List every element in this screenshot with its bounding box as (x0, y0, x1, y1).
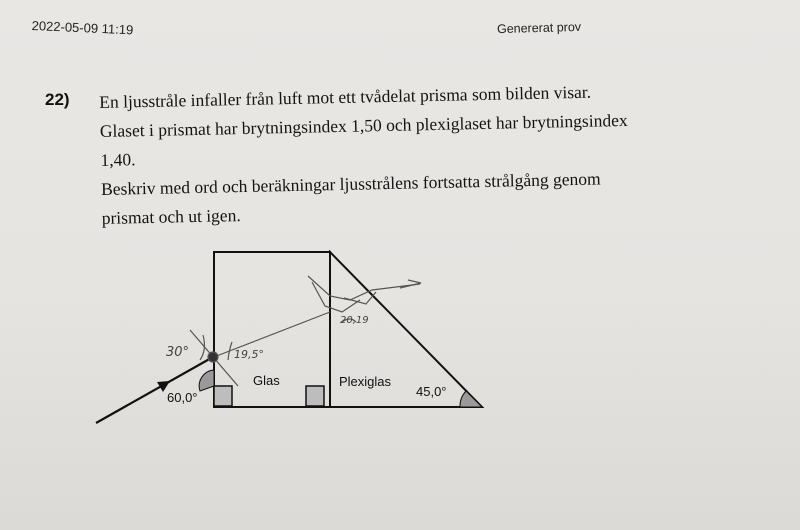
angle-label-right: 45,0° (416, 384, 447, 399)
question-line: prismat och ut igen. (101, 205, 241, 228)
angle-arc-45 (460, 391, 482, 407)
generated-label: Genererat prov (496, 19, 582, 37)
timestamp: 2022-05-09 11:19 (31, 18, 134, 38)
right-angle-marker (214, 386, 232, 406)
plexiglas-label: Plexiglas (339, 374, 392, 389)
hand-angle-20: 20,19 (340, 315, 369, 326)
angle-arc-60 (199, 370, 214, 391)
question-line: Beskriv med ord och beräkningar ljusstrålens fortsatta strålgång genom (100, 168, 601, 199)
question-line: 1,40. (100, 149, 136, 170)
glass-label: Glas (253, 373, 280, 388)
question-line: En ljusstråle infaller från luft mot ett tvådelat prisma som bilden visar. (99, 81, 592, 112)
right-angle-marker (306, 386, 324, 406)
hand-angle-19: 19,5° (234, 348, 264, 361)
question-number: 22) (45, 90, 70, 109)
hand-angle-30: 30° (166, 345, 190, 360)
handwritten-sketch (190, 276, 421, 386)
angle-label-left: 60,0° (167, 390, 198, 405)
question-line: Glaset i prismat har brytningsindex 1,50 och plexiglaset har brytningsindex (99, 109, 628, 141)
